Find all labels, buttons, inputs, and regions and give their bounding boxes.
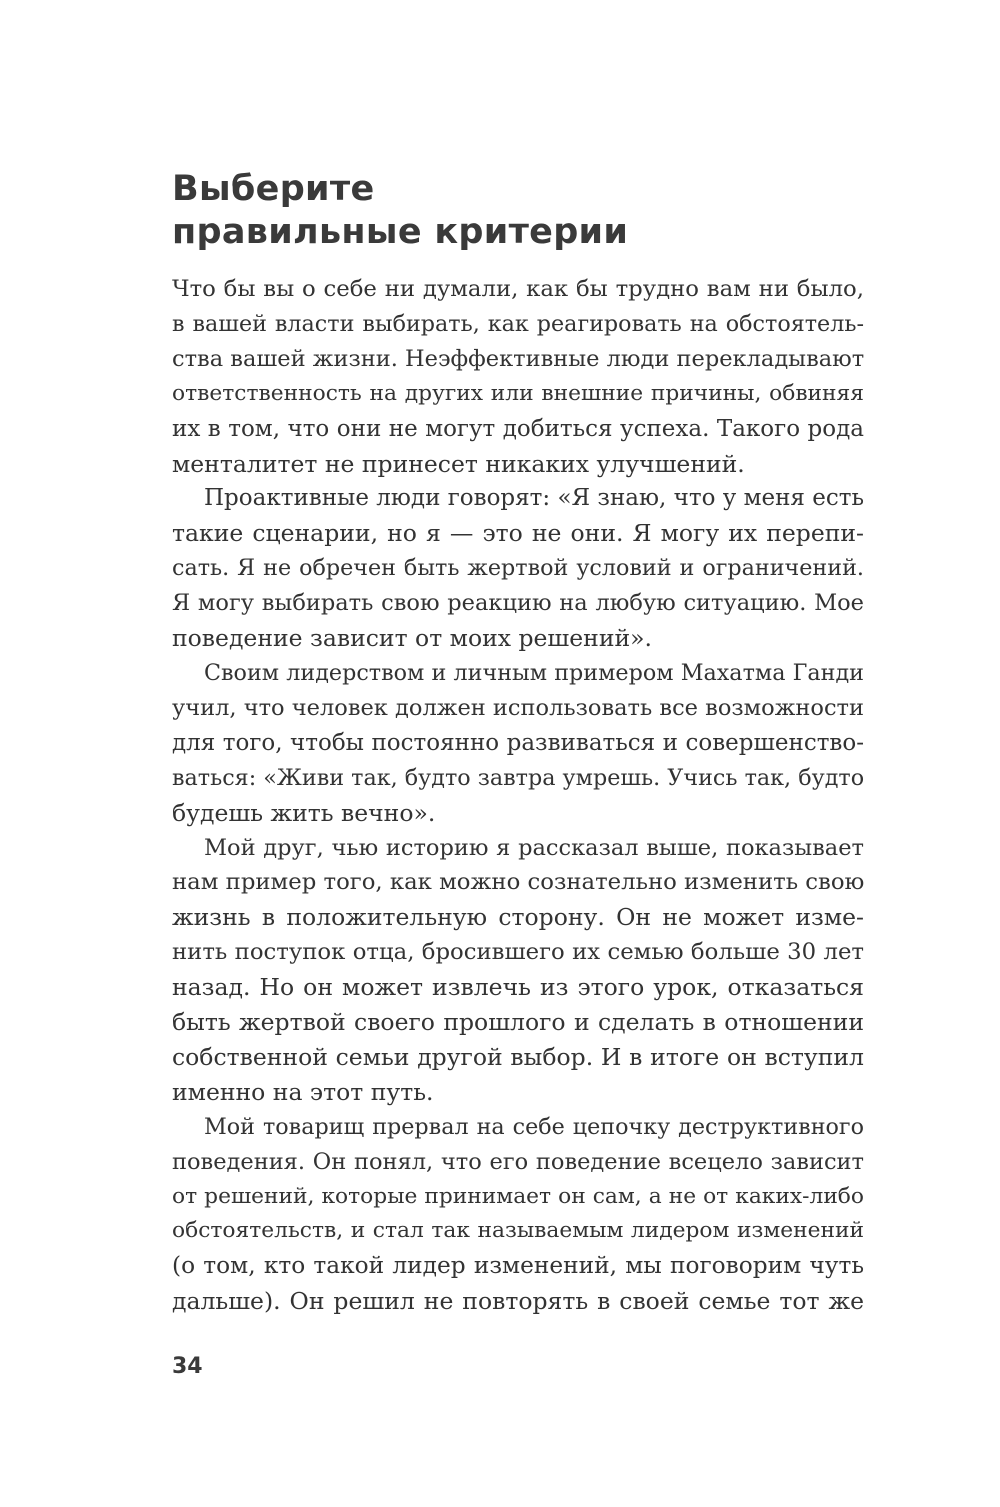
- text-line: обстоятельств, и стал так называемым лидером изменений: [172, 1218, 864, 1244]
- paragraph-3: [172, 656, 864, 831]
- text-line: дальше). Он решил не повторять в своей семье тот же: [172, 1287, 864, 1316]
- text-line: их в том, что они не могут добиться успеха. Такого рода: [172, 415, 864, 442]
- text-line: нить поступок отца, бросившего их семью больше 30 лет: [172, 939, 864, 966]
- text-line: такие сценарии, но я — это не они. Я могу их перепи-: [172, 519, 864, 548]
- text-line: сать. Я не обречен быть жертвой условий и ограничений.: [172, 555, 864, 582]
- heading-line-2: правильные критерии: [172, 212, 629, 252]
- text-line: ответственность на других или внешние причины, обвиняя: [172, 380, 864, 406]
- text-line: жизнь в положительную сторону. Он не может изме-: [172, 903, 864, 932]
- text-line: Я могу выбирать свою реакцию на любую ситуацию. Мое: [172, 590, 864, 617]
- text-line: поведение зависит от моих решений».: [172, 624, 653, 653]
- paragraph-5: [172, 1110, 864, 1319]
- text-line: ваться: «Живи так, будто завтра умрешь. Учись так, будто: [172, 764, 865, 791]
- text-line: Мой друг, чью историю я рассказал выше, показывает: [204, 834, 864, 861]
- text-line: быть жертвой своего прошлого и сделать в отношении: [172, 1008, 864, 1037]
- text-line: ства вашей жизни. Неэффективные люди перекладывают: [172, 345, 865, 372]
- section-heading: [172, 168, 864, 254]
- text-line: для того, чтобы постоянно развиваться и совершенство-: [172, 729, 864, 756]
- page-content: [172, 168, 864, 1319]
- paragraph-4: [172, 831, 864, 1110]
- text-line: Своим лидерством и личным примером Махатма Ганди: [204, 659, 864, 686]
- text-line: поведения. Он понял, что его поведение всецело зависит: [172, 1148, 864, 1175]
- heading-line-1: Выберите: [172, 169, 375, 209]
- text-line: назад. Но он может извлечь из этого урок, отказаться: [172, 973, 864, 1002]
- paragraph-1: [172, 272, 864, 481]
- text-line: собственной семьи другой выбор. И в итоге он вступил: [172, 1042, 864, 1071]
- text-line: учил, что человек должен использовать все возможности: [172, 694, 864, 721]
- text-line: именно на этот путь.: [172, 1077, 434, 1106]
- text-line: менталитет не принесет никаких улучшений.: [172, 449, 745, 478]
- text-line: Что бы вы о себе ни думали, как бы трудно вам ни было,: [172, 276, 864, 302]
- text-line: Проактивные люди говорят: «Я знаю, что у меня есть: [204, 485, 864, 512]
- paragraph-2: [172, 481, 864, 656]
- text-line: будешь жить вечно».: [172, 798, 436, 827]
- text-line: (о том, кто такой лидер изменений, мы поговорим чуть: [172, 1252, 864, 1280]
- text-line: от решений, которые принимает он сам, а не от каких-либо: [172, 1183, 864, 1209]
- text-line: нам пример того, как можно сознательно изменить свою: [172, 869, 865, 896]
- page-number: 34: [172, 1354, 203, 1379]
- text-line: Мой товарищ прервал на себе цепочку деструктивного: [204, 1113, 864, 1140]
- text-line: в вашей власти выбирать, как реагировать на обстоятель-: [172, 310, 864, 337]
